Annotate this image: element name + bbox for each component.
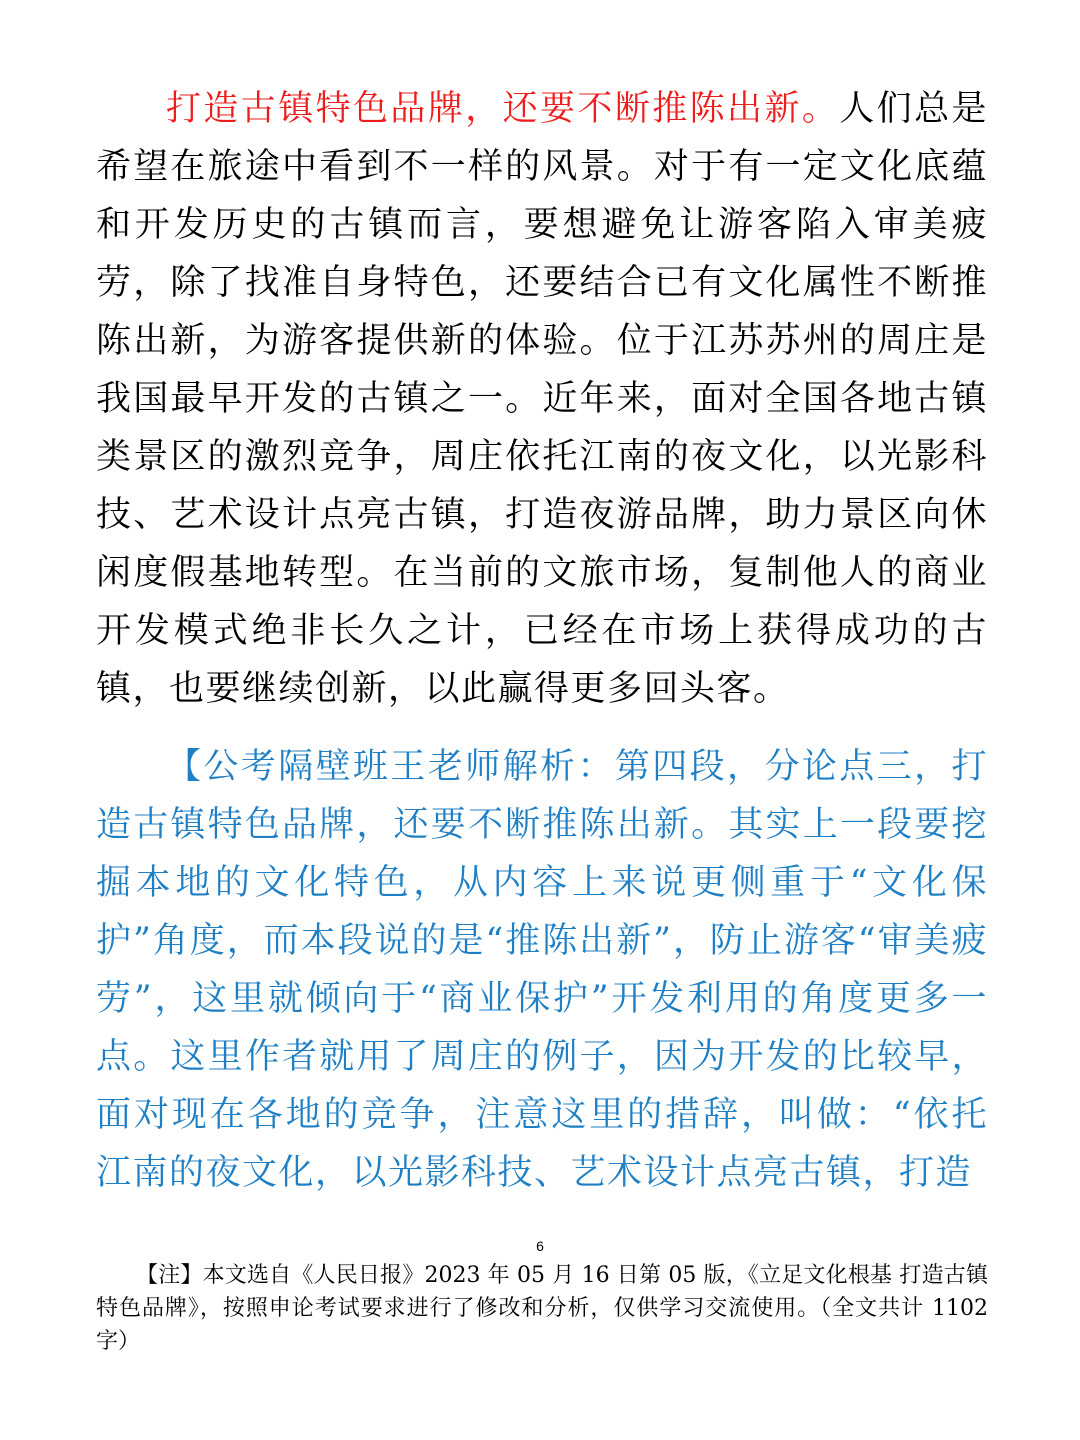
analysis-paragraph: 【公考隔壁班王老师解析：第四段，分论点三，打造古镇特色品牌，还要不断推陈出新。其实上一段要挖掘本地的文化特色，从内容上来说更侧重于“文化保护”角度，而本段说的是“推陈出新”，防止游客“审美疲劳”，这里就倾向于“商业保护”开发利用的角度更多一点。这里作者就用了周庄的例子，因为开发的比较早，面对现在各地的竞争，注意这里的措辞，叫做：“依托江南的夜文化，以光影科技、艺术设计点亮古镇，打造 [96,747,988,1193]
paragraph-body: 人们总是希望在旅途中看到不一样的风景。对于有一定文化底蕴和开发历史的古镇而言，要想避免让游客陷入审美疲劳，除了找准自身特色，还要结合已有文化属性不断推陈出新，为游客提供新的体验。位于江苏苏州的周庄是我国最早开发的古镇之一。近年来，面对全国各地古镇类景区的激烈竞争，周庄依托江南的夜文化，以光影科技、艺术设计点亮古镇，打造夜游品牌，助力景区向休闲度假基地转型。在当前的文旅市场，复制他人的商业开发模式绝非长久之计，已经在市场上获得成功的古镇，也要继续创新，以此赢得更多回头客。 [96,89,988,709]
main-paragraph [96,80,988,718]
page-number: 6 [536,1238,544,1254]
footnote: 【注】本文选自《人民日报》2023 年 05 月 16 日第 05 版，《立足文化根基 打造古镇特色品牌》，按照申论考试要求进行了修改和分析，仅供学习交流使用。（全文共计 1102 字） [96,1263,988,1354]
paragraph-heading: 打造古镇特色品牌，还要不断推陈出新。 [166,89,840,129]
